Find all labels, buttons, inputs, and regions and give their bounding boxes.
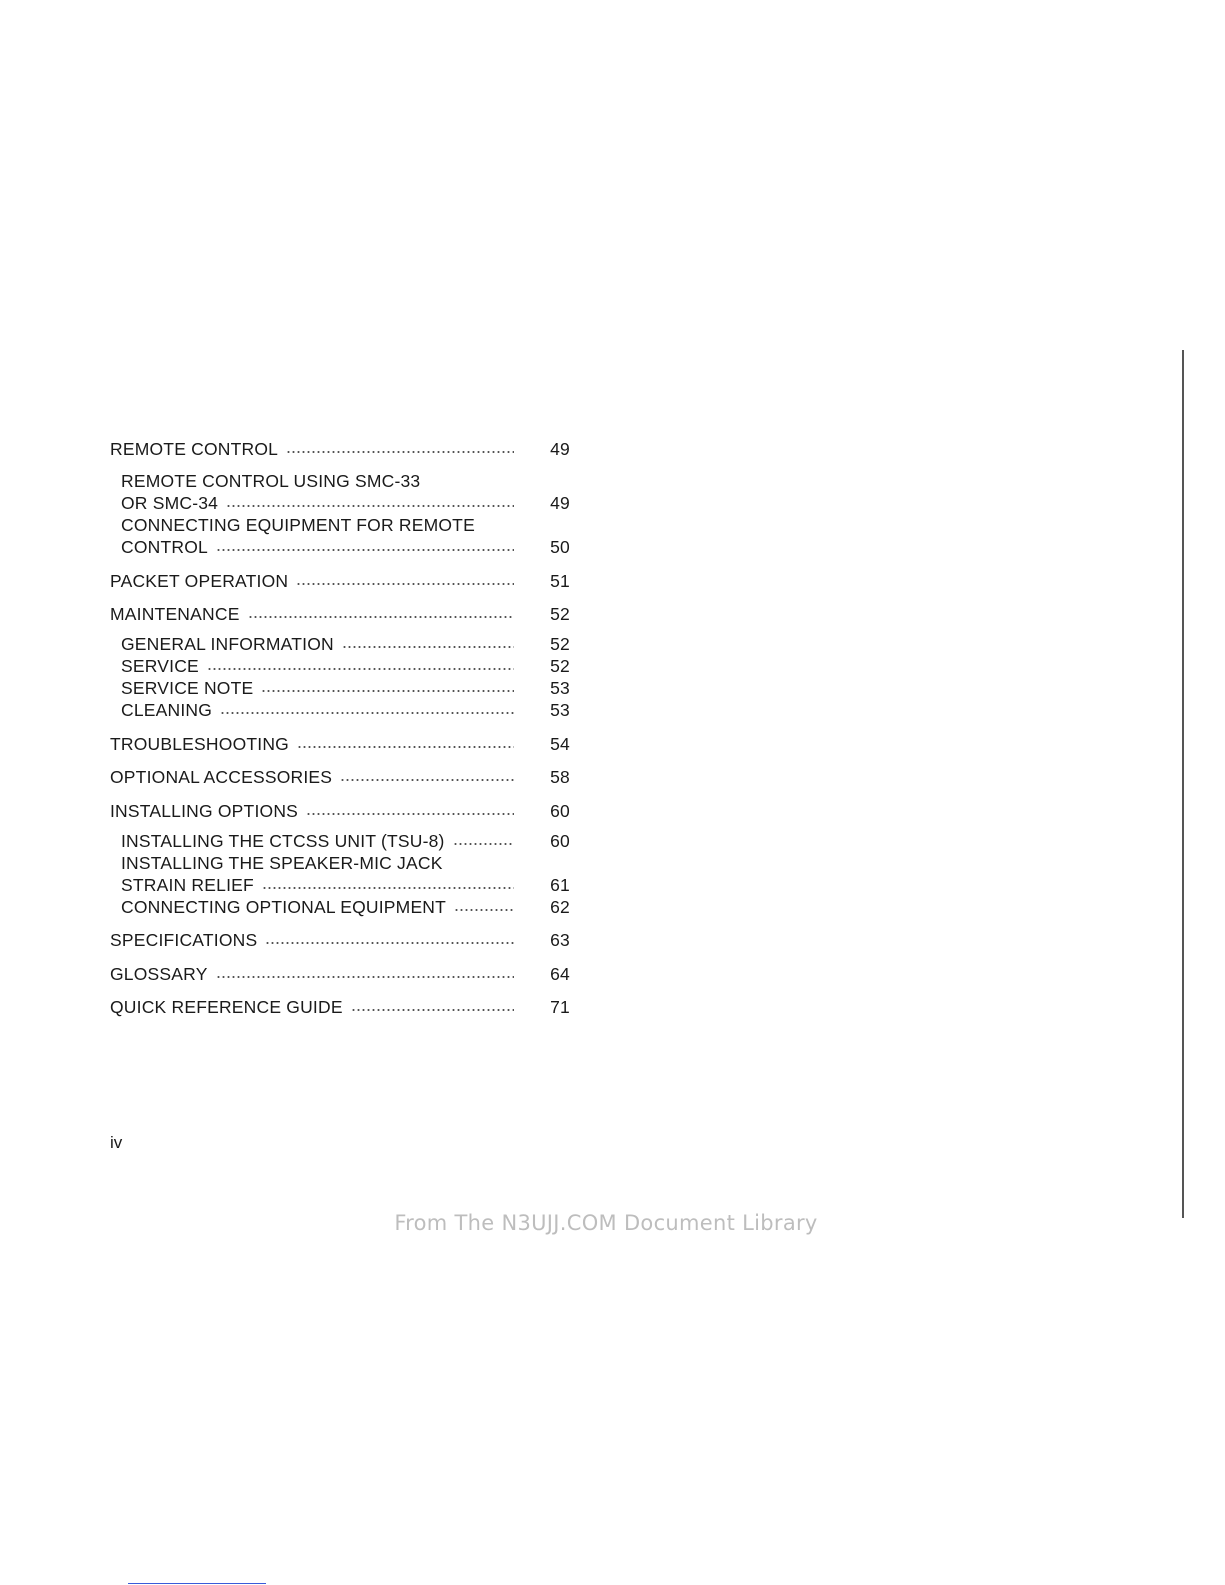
toc-page: 63: [550, 930, 570, 950]
toc-label: SERVICE NOTE: [121, 678, 254, 698]
toc-page: 58: [550, 767, 570, 787]
toc-entry-optional-accessories: [110, 766, 570, 788]
toc-label: OPTIONAL ACCESSORIES: [110, 767, 333, 787]
dot-leader: [454, 908, 514, 912]
dot-leader: [286, 450, 514, 454]
toc-page: 61: [550, 874, 570, 895]
toc-page: 54: [550, 733, 570, 754]
toc-entry-service-note: [110, 677, 570, 699]
toc-entry-strain-relief: [110, 874, 570, 896]
blue-underline-mark: [128, 1583, 266, 1584]
toc-entry-connecting-remote: [110, 536, 570, 558]
toc-label-line: INSTALLING THE SPEAKER-MIC JACK: [121, 852, 443, 873]
toc-entry-cleaning: [110, 699, 570, 721]
toc-page: 60: [550, 800, 570, 821]
toc-label: CLEANING: [121, 700, 213, 720]
dot-leader: [306, 812, 514, 816]
toc-label-line: CONNECTING EQUIPMENT FOR REMOTE: [121, 515, 475, 535]
toc-entry-installing-options: [110, 800, 570, 822]
toc-entry-remote-control: [110, 438, 570, 460]
toc-label: SPECIFICATIONS: [110, 930, 258, 950]
toc-label: SERVICE: [121, 656, 199, 676]
toc-entry-troubleshooting: [110, 733, 570, 755]
dot-leader: [262, 886, 514, 890]
toc-label: MAINTENANCE: [110, 604, 240, 624]
toc-entry-connecting-optional: [110, 896, 570, 918]
toc-page: 53: [550, 678, 570, 698]
scan-edge-line: [1182, 350, 1184, 1218]
toc-entry-glossary: [110, 963, 570, 985]
toc-page: 62: [550, 896, 570, 917]
dot-leader: [340, 778, 514, 782]
toc-label: TROUBLESHOOTING: [110, 733, 289, 754]
toc-label: OR SMC-34: [121, 493, 219, 513]
toc-entry-installing-ctcss: [110, 830, 570, 852]
toc-label: CONTROL: [121, 537, 208, 557]
toc-page: 50: [550, 537, 570, 557]
toc-page: 52: [550, 604, 570, 624]
toc-label: CONNECTING OPTIONAL EQUIPMENT: [121, 896, 447, 917]
toc-entry-packet-operation: [110, 570, 570, 592]
toc-label: PACKET OPERATION: [110, 570, 289, 591]
toc-entry-maintenance: [110, 603, 570, 625]
toc-entry-specifications: [110, 929, 570, 951]
dot-leader: [207, 667, 514, 671]
toc-label: REMOTE CONTROL: [110, 439, 279, 459]
toc-label: QUICK REFERENCE GUIDE: [110, 997, 343, 1017]
toc-page: 60: [550, 830, 570, 851]
toc-label: INSTALLING THE CTCSS UNIT (TSU-8): [121, 830, 445, 851]
toc-page: 49: [550, 493, 570, 513]
dot-leader: [265, 941, 514, 945]
page-number: iv: [110, 1133, 123, 1152]
toc-label: GENERAL INFORMATION: [121, 634, 334, 654]
table-of-contents: [110, 438, 570, 1018]
toc-entry-service: [110, 655, 570, 677]
dot-leader: [296, 582, 514, 586]
dot-leader: [216, 548, 514, 552]
dot-leader: [261, 689, 514, 693]
toc-page: 64: [550, 963, 570, 984]
toc-label: STRAIN RELIEF: [121, 874, 254, 895]
dot-leader: [226, 504, 514, 508]
dot-leader: [220, 711, 514, 715]
toc-page: 51: [550, 570, 570, 591]
toc-label-line: REMOTE CONTROL USING SMC-33: [121, 471, 421, 491]
toc-page: 52: [550, 656, 570, 676]
dot-leader: [351, 1008, 514, 1012]
dot-leader: [342, 645, 514, 649]
toc-label: GLOSSARY: [110, 963, 208, 984]
toc-entry-remote-control-smc: [110, 492, 570, 514]
dot-leader: [216, 975, 514, 979]
toc-label: INSTALLING OPTIONS: [110, 800, 299, 821]
toc-entry-quick-reference-guide: [110, 996, 570, 1018]
dot-leader: [248, 615, 514, 619]
toc-page: 71: [550, 997, 570, 1017]
library-watermark: From The N3UJJ.COM Document Library: [394, 1211, 818, 1235]
toc-page: 52: [550, 634, 570, 654]
toc-page: 49: [550, 439, 570, 459]
dot-leader: [297, 745, 514, 749]
dot-leader: [453, 842, 514, 846]
toc-entry-general-information: [110, 633, 570, 655]
toc-page: 53: [550, 700, 570, 720]
